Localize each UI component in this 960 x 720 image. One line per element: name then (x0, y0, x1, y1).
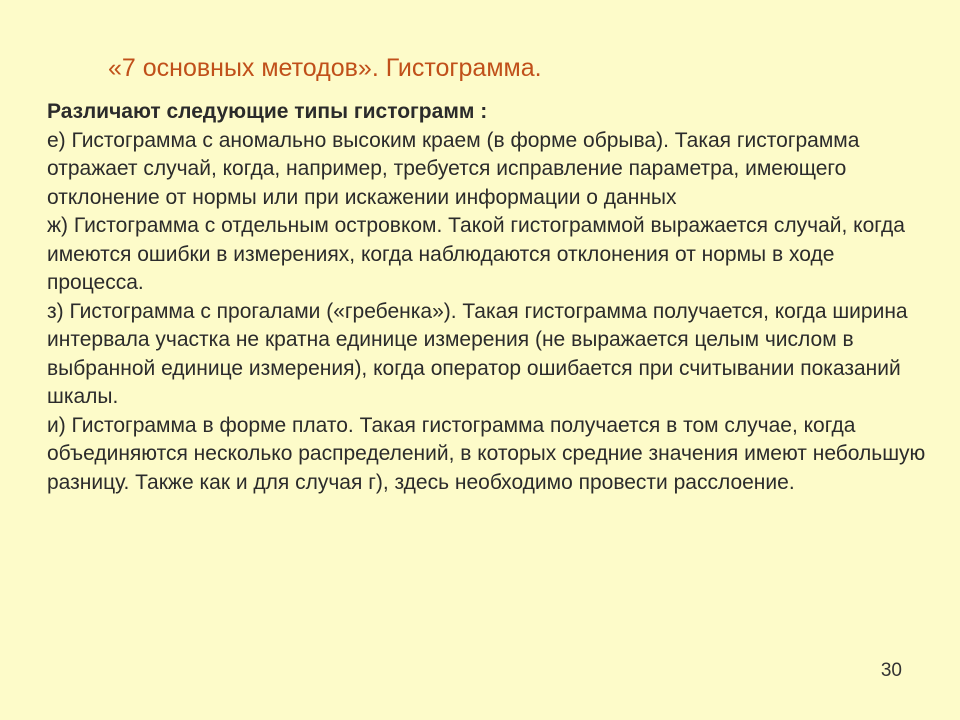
paragraph-zh: ж) Гистограмма с отдельным островком. Такой гистограммой выражается случай, когда имеются ошибки в измерениях, когда наблюдаются отклонения от нормы в ходе процесса. (47, 214, 905, 294)
body-heading: Различают следующие типы гистограмм : (47, 100, 488, 123)
slide-body (47, 98, 927, 497)
paragraph-i: и) Гистограмма в форме плато. Такая гистограмма получается в том случае, когда объединяются несколько распределений, в которых средние значения имеют небольшую разницу. Также как и для случая г), здесь необходимо провести расслоение. (47, 413, 926, 494)
page-number: 30 (880, 660, 902, 681)
paragraph-e: е) Гистограмма с аномально высоким краем (в форме обрыва). Такая гистограмма отражает случай, когда, например, требуется исправление параметра, имеющего отклонение от нормы или при искажении информации о данных (47, 128, 860, 209)
slide-title: «7 основных методов». Гистограмма. (108, 54, 542, 82)
paragraph-z: з) Гистограмма с прогалами («гребенка»). Такая гистограмма получается, когда ширина интервала участка не кратна единице измерения (не выражается целым числом в выбранной единице измерения), когда оператор ошибается при считывании показаний шкалы. (47, 299, 908, 408)
